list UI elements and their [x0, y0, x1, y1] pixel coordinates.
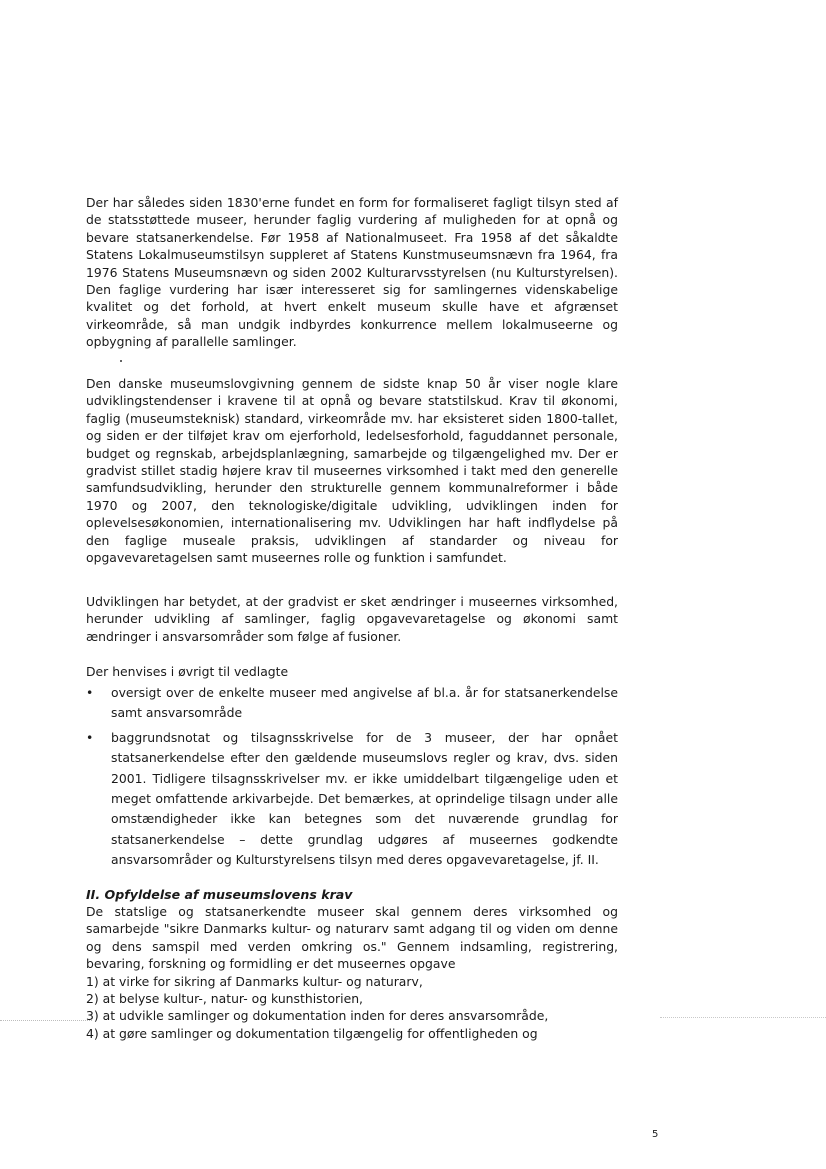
paragraph-reference-intro: Der henvises i øvrigt til vedlagte [86, 664, 289, 679]
list-item-text: oversigt over de enkelte museer med angivelse af bl.a. år for statsanerkendelse samt ansvarsområde [111, 685, 618, 721]
bullet-icon: • [86, 685, 94, 700]
list-item: 1) at virke for sikring af Danmarks kultur- og naturarv, [86, 973, 423, 989]
stray-dot [120, 360, 122, 362]
attachment-list [86, 683, 618, 875]
section-ii [86, 886, 618, 1042]
museum-tasks-list [86, 973, 618, 1043]
section-heading: II. Opfyldelse af museumslovens krav [86, 887, 353, 902]
paragraph-legislation: Den danske museumslovgivning gennem de sidste knap 50 år viser nogle klare udviklingstendenser i kravene til at opnå og bevare statstilskud. Krav til økonomi, faglig (museumsteknisk) standard, virkeområde mv. har eksisteret siden 1800-tallet, og siden er der tilføjet krav om ejerforhold, ledelsesforhold, faguddannet personale, budget og regnskab, arbejdsplanlægning, samarbejde og tilgængelighed mv. Der er gradvist stillet stadig højere krav til museernes virksomhed i takt med den generelle samfundsudvikling, herunder den strukturelle gennem kommunalreformer i både 1970 og 2007, den teknologiske/digitale udvikling, udviklingen inden for oplevelsesøkonomien, internationalisering mv. Udviklingen har haft indflydelse på den faglige museale praksis, udviklingen af standarder og niveau for opgavevaretagelsen samt museernes rolle og funktion i samfundet. [86, 376, 618, 566]
page-number: 5 [652, 1129, 659, 1140]
section-intro: De statslige og statsanerkendte museer skal gennem deres virksomhed og samarbejde "sikre Danmarks kultur- og naturarv samt adgang til og viden om denne og dens samspil med verden omkring os." Gennem indsamling, registrering, bevaring, forskning og formidling er det museernes opgave [86, 904, 618, 972]
list-item [86, 728, 618, 871]
bullet-icon: • [86, 729, 94, 745]
paragraph-history: Der har således siden 1830'erne fundet en form for formaliseret fagligt tilsyn sted af de statsstøttede museer, herunder faglig vurdering af muligheden for at opnå og bevare statsanerkendelse. Før 1958 af Nationalmuseet. Fra 1958 af det såkaldte Statens Lokalmuseumstilsyn suppleret af Statens Kunstmuseumsnævn fra 1964, fra 1976 Statens Museumsnævn og siden 2002 Kulturarvsstyrelsen (nu Kulturstyrelsen). Den faglige vurdering har især interesseret sig for samlingernes videnskabelige kvalitet og det forhold, at hvert enkelt museum skulle have et afgrænset virkeområde, så man undgik indbyrdes konkurrence mellem lokalmuseerne og opbygning af parallelle samlinger. [86, 195, 618, 350]
list-item [86, 683, 618, 724]
list-item: 4) at gøre samlinger og dokumentation tilgængelig for offentligheden og [86, 1025, 538, 1041]
paragraph-development: Udviklingen har betydet, at der gradvist er sket ændringer i museernes virksomhed, herunder udvikling af samlinger, faglig opgavevaretagelse og økonomi samt ændringer i ansvarsområder som følge af fusioner. [86, 594, 618, 644]
scan-artifact-line [660, 1017, 826, 1018]
list-item: 3) at udvikle samlinger og dokumentation inden for deres ansvarsområde, [86, 1008, 549, 1024]
scan-artifact-line [0, 1020, 92, 1021]
list-item-text: baggrundsnotat og tilsagnsskrivelse for de 3 museer, der har opnået statsanerkendelse efter den gældende museumslovs regler og krav, dvs. siden 2001. Tidligere tilsagnsskrivelser mv. er ikke umiddelbart tilgængelige uden et meget omfattende arkivarbejde. Det bemærkes, at oprindelige tilsagn under alle omstændigheder ikke kan betegnes som det nuværende grundlag for statsanerkendelse – dette grundlag udgøres af museernes godkendte ansvarsområder og Kulturstyrelsens tilsyn med deres opgavevaretagelse, jf. II. [111, 729, 618, 868]
list-item: 2) at belyse kultur-, natur- og kunsthistorien, [86, 991, 363, 1007]
